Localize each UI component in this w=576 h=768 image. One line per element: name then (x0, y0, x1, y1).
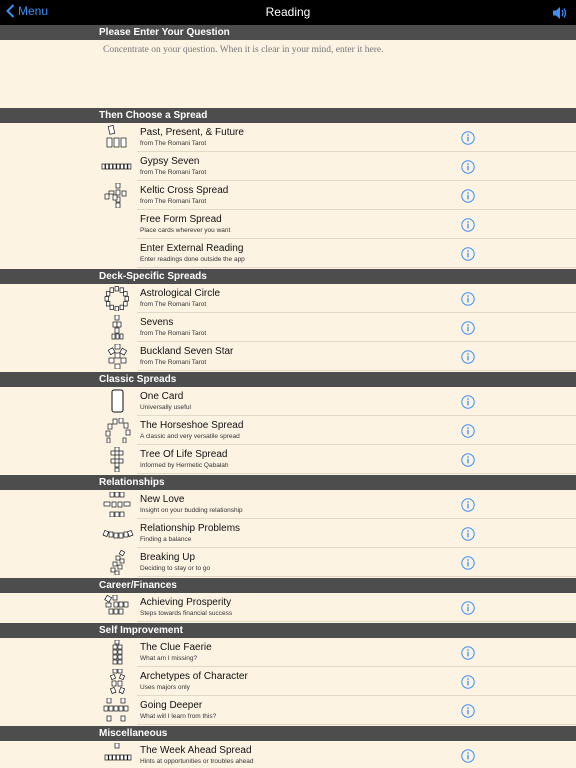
section-header: Deck-Specific Spreads (0, 269, 576, 284)
info-icon[interactable] (461, 556, 475, 570)
section-header: Self Improvement (0, 623, 576, 638)
spread-title: Astrological Circle (140, 288, 221, 299)
spread-title: Free Form Spread (140, 214, 222, 225)
spread-title: Going Deeper (140, 700, 203, 711)
spread-row[interactable] (0, 490, 576, 519)
spread-title: Gypsy Seven (140, 156, 200, 167)
prosperity-icon (100, 595, 134, 620)
info-icon[interactable] (461, 646, 475, 660)
section-header: Classic Spreads (0, 372, 576, 387)
spread-row[interactable] (0, 387, 576, 416)
info-icon[interactable] (461, 292, 475, 306)
spread-row[interactable] (0, 548, 576, 577)
info-icon[interactable] (461, 704, 475, 718)
spread-row[interactable] (0, 123, 576, 152)
spread-title: Keltic Cross Spread (140, 185, 229, 196)
three-card-spread-icon (100, 125, 134, 150)
info-icon[interactable] (461, 218, 475, 232)
spread-title: One Card (140, 391, 184, 402)
spread-title: Tree Of Life Spread (140, 449, 228, 460)
new-love-icon (100, 492, 134, 517)
spread-title: The Clue Faerie (140, 642, 212, 653)
spread-title: Enter External Reading (140, 243, 244, 254)
info-icon[interactable] (461, 453, 475, 467)
spread-subtitle: A classic and very versatile spread (140, 433, 240, 440)
section-header-question: Please Enter Your Question (0, 25, 576, 40)
spread-row[interactable] (0, 313, 576, 342)
spread-row[interactable] (0, 667, 576, 696)
seven-card-row-icon (100, 154, 134, 179)
spread-subtitle: from The Romani Tarot (140, 330, 207, 337)
section-header: Then Choose a Spread (0, 108, 576, 123)
spread-title: The Horseshoe Spread (140, 420, 244, 431)
spread-row[interactable] (0, 342, 576, 371)
info-icon[interactable] (461, 321, 475, 335)
spread-subtitle: Hints at opportunities or troubles ahead (140, 758, 254, 765)
seven-star-icon (100, 344, 134, 369)
week-ahead-icon (100, 743, 134, 768)
tree-of-life-icon (100, 447, 134, 472)
spread-subtitle: Place cards wherever you want (140, 227, 231, 234)
question-area (0, 40, 576, 108)
section-header: Career/Finances (0, 578, 576, 593)
astrological-circle-icon (100, 286, 134, 311)
sevens-spread-icon (100, 315, 134, 340)
spread-row[interactable] (0, 593, 576, 622)
row-divider (137, 576, 576, 577)
spread-row[interactable] (0, 445, 576, 474)
page-title: Reading (265, 5, 311, 19)
spread-row[interactable] (0, 416, 576, 445)
spread-subtitle: Informed by Hermetic Qabalah (140, 462, 229, 469)
info-icon[interactable] (461, 189, 475, 203)
section-header: Miscellaneous (0, 726, 576, 741)
spread-subtitle: Steps towards financial success (140, 610, 233, 617)
spread-title: Archetypes of Character (140, 671, 248, 682)
spread-subtitle: Deciding to stay or to go (140, 565, 211, 572)
spread-subtitle: from The Romani Tarot (140, 169, 207, 176)
info-icon[interactable] (461, 131, 475, 145)
section-header: Relationships (0, 475, 576, 490)
clue-faerie-icon (100, 640, 134, 665)
spread-row[interactable] (0, 181, 576, 210)
info-icon[interactable] (461, 395, 475, 409)
spread-row[interactable] (0, 239, 576, 268)
spread-row[interactable] (0, 696, 576, 725)
row-divider (137, 621, 576, 622)
info-icon[interactable] (461, 350, 475, 364)
spread-row[interactable] (0, 284, 576, 313)
info-icon[interactable] (461, 749, 475, 763)
row-divider (137, 724, 576, 725)
spread-title: Sevens (140, 317, 174, 328)
row-divider (137, 473, 576, 474)
spread-title: Relationship Problems (140, 523, 241, 534)
info-icon[interactable] (461, 498, 475, 512)
spread-subtitle: from The Romani Tarot (140, 198, 207, 205)
breaking-up-icon (100, 550, 134, 575)
spread-subtitle: Universally useful (140, 404, 191, 411)
relationship-problems-icon (100, 521, 134, 546)
speaker-icon[interactable] (552, 5, 568, 21)
archetypes-icon (100, 669, 134, 694)
info-icon[interactable] (461, 247, 475, 261)
spread-subtitle: What am I missing? (140, 655, 198, 662)
spread-subtitle: from The Romani Tarot (140, 301, 207, 308)
info-icon[interactable] (461, 527, 475, 541)
info-icon[interactable] (461, 424, 475, 438)
spread-row[interactable] (0, 519, 576, 548)
one-card-icon (100, 389, 134, 414)
spread-title: Buckland Seven Star (140, 346, 234, 357)
spread-subtitle: Insight on your budding relationship (140, 507, 243, 514)
spread-subtitle: from The Romani Tarot (140, 140, 207, 147)
spread-title: Breaking Up (140, 552, 196, 563)
spread-subtitle: Finding a balance (140, 536, 192, 543)
spread-row[interactable] (0, 210, 576, 239)
spread-row[interactable] (0, 638, 576, 667)
info-icon[interactable] (461, 601, 475, 615)
going-deeper-icon (100, 698, 134, 723)
spread-row[interactable] (0, 152, 576, 181)
spread-title: Past, Present, & Future (140, 127, 244, 138)
menu-back-label: Menu (18, 4, 49, 18)
spread-title: Achieving Prosperity (140, 597, 232, 608)
row-divider (137, 370, 576, 371)
spread-row[interactable] (0, 741, 576, 768)
navigation-bar (0, 0, 576, 25)
spread-title: New Love (140, 494, 185, 505)
info-icon[interactable] (461, 675, 475, 689)
row-divider (137, 267, 576, 268)
info-icon[interactable] (461, 160, 475, 174)
spread-subtitle: from The Romani Tarot (140, 359, 207, 366)
keltic-cross-icon (100, 183, 134, 208)
spread-subtitle: What will I learn from this? (140, 713, 217, 720)
horseshoe-icon (100, 418, 134, 443)
spread-subtitle: Uses majors only (140, 684, 190, 691)
spread-subtitle: Enter readings done outside the app (140, 256, 245, 263)
spread-title: The Week Ahead Spread (140, 745, 252, 756)
question-input[interactable] (103, 45, 563, 103)
